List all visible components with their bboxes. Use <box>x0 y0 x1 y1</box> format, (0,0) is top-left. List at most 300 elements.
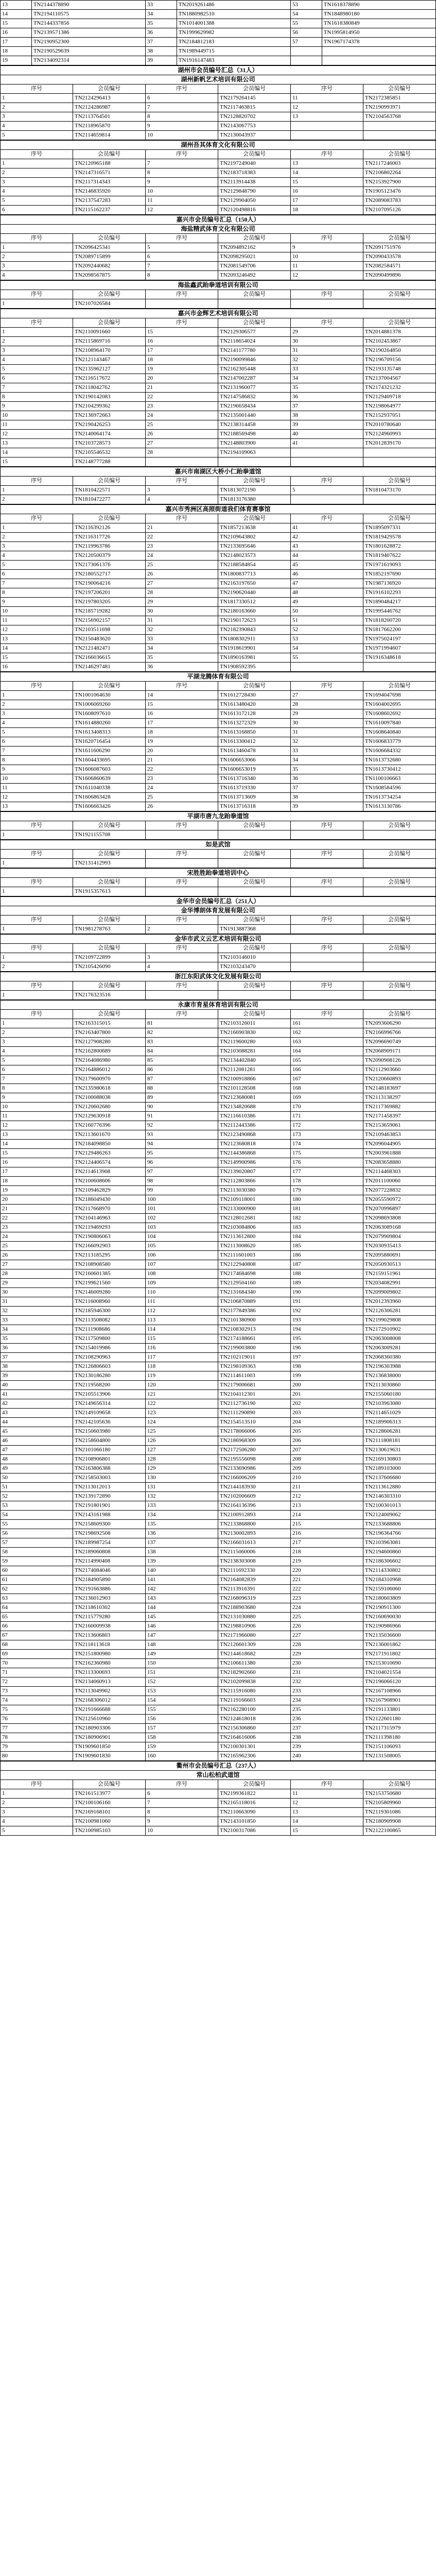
section-title-row <box>1 812 436 821</box>
row-index: 5 <box>1 196 73 206</box>
row-index: 35 <box>145 19 177 28</box>
row-index: 36 <box>291 774 363 784</box>
member-id: TN2136012903 <box>73 1594 146 1603</box>
member-id: TN2195556098 <box>218 1455 291 1464</box>
member-id: TN1895097331 <box>363 523 436 533</box>
row-index: 41 <box>1 1390 73 1399</box>
row-index: 102 <box>146 1214 218 1223</box>
row-index <box>146 887 218 896</box>
member-id: TN1909601850 <box>73 1742 146 1752</box>
roster-table <box>0 0 436 65</box>
row-index: 35 <box>146 653 218 663</box>
member-id: TN1608640840 <box>363 728 436 737</box>
row-index: 20 <box>146 747 218 756</box>
member-id: TN2188569498 <box>218 430 291 439</box>
row-index: 107 <box>146 1260 218 1269</box>
row-index: 64 <box>1 1603 73 1613</box>
member-id <box>363 457 436 467</box>
member-id: TN2160601385 <box>73 1269 146 1279</box>
member-id: TN2166006209 <box>218 1473 291 1483</box>
row-index: 26 <box>146 570 218 579</box>
member-id: TN2156306860 <box>218 1724 291 1733</box>
row-index: 11 <box>1 420 73 430</box>
member-id: TN2050930513 <box>363 1260 436 1269</box>
row-index: 11 <box>291 1789 363 1799</box>
row-index: 157 <box>146 1724 218 1733</box>
member-id: TN2102453867 <box>363 337 436 346</box>
member-id: TN2166903830 <box>218 1028 291 1038</box>
table-row <box>1 1659 436 1668</box>
member-id: TN2108964170 <box>73 346 146 355</box>
header-index: 序号 <box>1 682 73 691</box>
member-id: TN2190952300 <box>31 38 145 47</box>
row-index: 22 <box>1 1214 73 1223</box>
member-id: TN1971994607 <box>363 644 436 653</box>
member-id: TN2197249040 <box>218 159 291 168</box>
member-id <box>218 831 291 840</box>
row-index: 12 <box>291 103 363 112</box>
table-row <box>1 1399 436 1409</box>
table-row <box>1 1622 436 1631</box>
member-id: TN2113185295 <box>73 1251 146 1260</box>
member-id: TN2100106160 <box>73 1799 146 1808</box>
row-index: 49 <box>291 598 363 607</box>
member-id: TN2188903680 <box>218 1603 291 1613</box>
row-index: 181 <box>291 1205 363 1214</box>
table-row <box>1 1742 436 1752</box>
row-index: 1 <box>1 991 73 1000</box>
row-index: 67 <box>1 1631 73 1640</box>
member-id: TN1608097610 <box>73 709 146 719</box>
table-row <box>1 859 436 868</box>
row-index: 47 <box>291 579 363 588</box>
row-index: 1 <box>1 953 73 962</box>
member-id: TN2129630918 <box>73 1112 146 1121</box>
table-row <box>1 728 436 737</box>
member-id: TN1613272329 <box>218 719 291 728</box>
row-index: 12 <box>1 793 73 802</box>
header-member-id: 会员编号 <box>73 850 146 859</box>
row-index: 2 <box>1 1028 73 1038</box>
member-id: TN2113008620 <box>218 1242 291 1251</box>
header-index: 序号 <box>291 234 363 243</box>
member-id: TN1817662200 <box>363 625 436 635</box>
member-id: TN2140064174 <box>73 430 146 439</box>
section-title-row <box>1 75 436 84</box>
member-id: TN2113030380 <box>218 1186 291 1195</box>
row-index: 166 <box>291 1065 363 1075</box>
row-index <box>146 859 218 868</box>
member-id: TN1852197690 <box>363 570 436 579</box>
row-index: 171 <box>291 1112 363 1121</box>
member-id: TN2191133801 <box>363 1705 436 1715</box>
row-index: 49 <box>1 1464 73 1473</box>
row-index: 16 <box>146 709 218 719</box>
member-id: TN2100088038 <box>73 1093 146 1103</box>
member-id: TN2113508082 <box>73 1316 146 1325</box>
header-index: 序号 <box>291 981 363 991</box>
section-title: 永康市育星体育培训有限公司 <box>1 1001 436 1010</box>
member-id: TN2108290963 <box>73 1353 146 1362</box>
row-index: 19 <box>1 1186 73 1195</box>
row-index: 204 <box>291 1418 363 1427</box>
member-id: TN2098295021 <box>218 252 291 262</box>
member-id: TN1608584596 <box>363 784 436 793</box>
row-index: 196 <box>291 1344 363 1353</box>
member-id: TN1613480420 <box>218 700 291 709</box>
member-id: TN2106802264 <box>363 168 436 178</box>
row-index: 51 <box>291 616 363 625</box>
row-index: 110 <box>146 1288 218 1297</box>
row-index: 3 <box>1 178 73 187</box>
row-index: 10 <box>1 1103 73 1112</box>
member-id: TN2133695646 <box>218 542 291 551</box>
row-index: 214 <box>291 1511 363 1520</box>
member-id <box>218 887 291 896</box>
table-row <box>1 561 436 570</box>
table-row <box>1 1195 436 1205</box>
member-id <box>363 859 436 868</box>
row-index: 72 <box>1 1677 73 1687</box>
row-index: 34 <box>291 374 363 383</box>
row-index: 46 <box>291 570 363 579</box>
header-index: 序号 <box>146 477 218 486</box>
member-id: TN2184905890 <box>73 1575 146 1585</box>
header-row <box>1 1780 436 1789</box>
member-id: TN2116317726 <box>73 533 146 542</box>
table-row <box>1 616 436 625</box>
member-id: TN2189060808 <box>73 1548 146 1557</box>
row-index: 76 <box>1 1715 73 1724</box>
table-row <box>1 1269 436 1279</box>
member-id: TN2179600970 <box>73 1075 146 1084</box>
member-id: TN2166092903 <box>73 1242 146 1251</box>
header-index: 序号 <box>146 821 218 831</box>
row-index <box>291 925 363 934</box>
member-id: TN2134820688 <box>218 1103 291 1112</box>
member-id: TN2128012681 <box>218 1214 291 1223</box>
header-index: 序号 <box>1 84 73 94</box>
member-id: TN2119963786 <box>73 542 146 551</box>
section-title-row <box>1 840 436 850</box>
row-index: 217 <box>291 1538 363 1548</box>
row-index: 31 <box>1 1297 73 1307</box>
row-index: 66 <box>1 1622 73 1631</box>
member-id: TN2103511698 <box>73 625 146 635</box>
row-index: 20 <box>1 1195 73 1205</box>
member-id: TN2196066120 <box>363 1677 436 1687</box>
row-index: 105 <box>146 1242 218 1251</box>
row-index: 37 <box>1 1353 73 1362</box>
row-index <box>290 47 322 56</box>
member-id: TN2137606680 <box>363 1473 436 1483</box>
header-member-id: 会员编号 <box>73 84 146 94</box>
row-index: 18 <box>146 728 218 737</box>
row-index: 2 <box>146 925 218 934</box>
row-index: 15 <box>1 1149 73 1158</box>
row-index: 127 <box>146 1446 218 1455</box>
header-index: 序号 <box>291 150 363 159</box>
table-row <box>1 1288 436 1297</box>
member-id: TN2133868800 <box>218 1520 291 1529</box>
row-index: 87 <box>146 1075 218 1084</box>
row-index: 3 <box>1 1038 73 1047</box>
section-title: 金华市会员编号汇总（251人） <box>1 897 436 906</box>
member-id: TN2169168101 <box>73 1808 146 1817</box>
row-index: 142 <box>146 1585 218 1594</box>
table-row <box>1 430 436 439</box>
row-index: 151 <box>146 1668 218 1677</box>
header-row <box>1 318 436 328</box>
member-id: TN1613460478 <box>218 747 291 756</box>
row-index: 1 <box>1 859 73 868</box>
row-index: 34 <box>146 644 218 653</box>
table-row <box>1 38 436 47</box>
member-id: TN2182902660 <box>218 1668 291 1677</box>
section-title: 嘉兴市金辉艺术培训有限公司 <box>1 309 436 318</box>
member-id: TN2137004567 <box>363 374 436 383</box>
row-index: 17 <box>291 196 363 206</box>
table-row <box>1 1538 436 1548</box>
member-id: TN2117314343 <box>73 178 146 187</box>
row-index: 55 <box>291 653 363 663</box>
member-id: TN2124009062 <box>363 1511 436 1520</box>
header-member-id: 会员编号 <box>218 850 291 859</box>
member-id: TN2082584571 <box>363 262 436 271</box>
member-id: TN2135980618 <box>73 1084 146 1093</box>
row-index: 45 <box>1 1427 73 1436</box>
row-index: 88 <box>146 1084 218 1093</box>
row-index <box>291 991 363 1000</box>
table-row <box>1 346 436 355</box>
member-id: TN2180909908 <box>363 1817 436 1826</box>
row-index: 190 <box>291 1288 363 1297</box>
member-id: TN2144378890 <box>31 1 145 10</box>
row-index: 137 <box>146 1538 218 1548</box>
row-index: 33 <box>146 635 218 644</box>
row-index: 15 <box>1 653 73 663</box>
row-index: 192 <box>291 1307 363 1316</box>
row-index: 104 <box>146 1232 218 1242</box>
row-index: 113 <box>146 1316 218 1325</box>
member-id: TN2156902157 <box>73 616 146 625</box>
row-index: 4 <box>1 1047 73 1056</box>
table-row <box>1 328 436 337</box>
row-index: 10 <box>291 252 363 262</box>
table-row <box>1 271 436 280</box>
member-id: TN2104021554 <box>363 1668 436 1677</box>
member-id: TN1810473170 <box>363 486 436 495</box>
member-id: TN1975024197 <box>363 635 436 644</box>
member-id: TN2174684698 <box>218 1269 291 1279</box>
member-id: TN2124406574 <box>73 1158 146 1167</box>
member-id: TN1604002695 <box>363 700 436 709</box>
row-index: 50 <box>291 607 363 616</box>
row-index: 5 <box>1 1826 73 1836</box>
row-index: 39 <box>291 420 363 430</box>
table-row <box>1 774 436 784</box>
member-id: TN2133690986 <box>218 1464 291 1473</box>
row-index: 10 <box>146 131 218 140</box>
table-row <box>1 243 436 252</box>
member-id: TN1819407622 <box>363 551 436 561</box>
header-member-id: 会员编号 <box>363 916 436 925</box>
member-id: TN1613719330 <box>218 784 291 793</box>
member-id: TN2144386868 <box>218 1149 291 1158</box>
row-index <box>290 56 322 65</box>
member-id: TN2129409718 <box>363 393 436 402</box>
member-id: TN2113606803 <box>73 1631 146 1640</box>
roster-table <box>0 934 436 972</box>
member-id: TN2190529639 <box>31 47 145 56</box>
member-id: TN2139571386 <box>31 28 145 38</box>
roster-table <box>0 972 436 1000</box>
member-id <box>363 131 436 140</box>
table-row <box>1 1371 436 1381</box>
member-id: TN1819429578 <box>363 533 436 542</box>
row-index: 195 <box>291 1334 363 1344</box>
member-id: TN1908592395 <box>218 663 291 672</box>
member-id: TN2171458397 <box>363 1112 436 1121</box>
member-id: TN1971619093 <box>363 561 436 570</box>
row-index: 1 <box>1 831 73 840</box>
member-id: TN1606653066 <box>218 756 291 765</box>
member-id: TN2139172890 <box>73 1492 146 1501</box>
section-title-row <box>1 225 436 234</box>
row-index: 16 <box>1 663 73 672</box>
row-index: 2 <box>1 700 73 709</box>
member-id: TN2115162237 <box>73 206 146 215</box>
member-id: TN2112443386 <box>218 1121 291 1130</box>
member-id: TN2184310968 <box>363 1575 436 1585</box>
table-row <box>1 784 436 793</box>
header-index: 序号 <box>1 821 73 831</box>
table-row <box>1 1130 436 1140</box>
table-row <box>1 635 436 644</box>
member-id: TN2143161988 <box>73 1511 146 1520</box>
row-index: 240 <box>291 1752 363 1761</box>
row-index: 3 <box>1 262 73 271</box>
row-index: 116 <box>146 1344 218 1353</box>
member-id: TN1890484217 <box>363 598 436 607</box>
row-index: 140 <box>146 1566 218 1575</box>
member-id: TN1613172128 <box>218 709 291 719</box>
member-id: TN2180163660 <box>218 607 291 616</box>
member-id: TN2166031613 <box>218 1538 291 1548</box>
table-row <box>1 1446 436 1455</box>
member-id: TN2129848790 <box>218 187 291 196</box>
section-title: 如是武馆 <box>1 840 436 850</box>
header-index: 序号 <box>1 981 73 991</box>
header-member-id: 会员编号 <box>218 514 291 523</box>
member-id: TN2099009802 <box>363 1288 436 1297</box>
member-id: TN2198810906 <box>218 1622 291 1631</box>
row-index: 13 <box>291 1808 363 1817</box>
member-id: TN2171966080 <box>218 1631 291 1640</box>
table-row <box>1 1019 436 1028</box>
member-id: TN2167108966 <box>363 1687 436 1696</box>
member-id: TN2108906801 <box>73 1455 146 1464</box>
header-row <box>1 682 436 691</box>
member-id: TN2183718383 <box>218 168 291 178</box>
member-id: TN2090499896 <box>363 271 436 280</box>
member-id: TN2092440682 <box>73 262 146 271</box>
member-id: TN2108908580 <box>73 1260 146 1269</box>
member-id: TN2151800980 <box>73 1650 146 1659</box>
row-index: 211 <box>291 1483 363 1492</box>
row-index: 74 <box>1 1696 73 1705</box>
header-member-id: 会员编号 <box>363 84 436 94</box>
header-index: 序号 <box>1 1780 73 1789</box>
row-index: 188 <box>291 1269 363 1279</box>
member-id: TN2148023573 <box>218 551 291 561</box>
table-row <box>1 1167 436 1177</box>
member-id: TN2172506280 <box>218 1446 291 1455</box>
row-index: 233 <box>291 1687 363 1696</box>
table-row <box>1 56 436 65</box>
header-index: 序号 <box>146 290 218 299</box>
row-index: 27 <box>1 1260 73 1269</box>
row-index: 16 <box>146 337 218 346</box>
header-member-id: 会员编号 <box>73 318 146 328</box>
member-id: TN2155060180 <box>363 1390 436 1399</box>
table-row <box>1 1297 436 1307</box>
member-id: TN2114651029 <box>363 1409 436 1418</box>
member-id: TN2184812183 <box>177 38 290 47</box>
table-row <box>1 831 436 840</box>
member-id: TN2116517672 <box>73 374 146 383</box>
row-index: 85 <box>146 1056 218 1065</box>
member-id: TN1613716318 <box>218 802 291 811</box>
member-id: TN2113030860 <box>363 1381 436 1390</box>
roster-table <box>0 467 436 504</box>
member-id: TN2196658434 <box>218 402 291 411</box>
member-id <box>363 299 436 309</box>
row-index: 23 <box>146 402 218 411</box>
row-index: 19 <box>146 737 218 747</box>
member-id: TN2098567875 <box>73 271 146 280</box>
row-index: 216 <box>291 1529 363 1538</box>
header-member-id: 会员编号 <box>363 1010 436 1019</box>
row-index <box>291 953 363 962</box>
row-index: 17 <box>1 1167 73 1177</box>
header-index: 序号 <box>146 234 218 243</box>
row-index: 7 <box>146 1799 218 1808</box>
member-id: TN2104146963 <box>73 1214 146 1223</box>
member-id: TN1620716454 <box>73 737 146 747</box>
member-id: TN1614880260 <box>73 719 146 728</box>
member-id: TN2090908126 <box>363 1056 436 1065</box>
member-id: TN2190620440 <box>218 588 291 598</box>
member-id: TN2103126011 <box>218 1019 291 1028</box>
member-id: TN2164086980 <box>73 1056 146 1065</box>
row-index: 29 <box>291 709 363 719</box>
header-member-id: 会员编号 <box>73 477 146 486</box>
member-id <box>363 953 436 962</box>
header-row <box>1 821 436 831</box>
row-index: 1 <box>1 691 73 700</box>
member-id: TN2154019986 <box>73 1344 146 1353</box>
row-index: 53 <box>290 1 322 10</box>
table-row <box>1 1038 436 1047</box>
member-id <box>218 859 291 868</box>
row-index: 25 <box>146 793 218 802</box>
header-index: 序号 <box>1 477 73 486</box>
row-index: 7 <box>1 579 73 588</box>
member-id: TN1612728430 <box>218 691 291 700</box>
member-id: TN2191801901 <box>73 1501 146 1511</box>
table-row <box>1 1603 436 1613</box>
